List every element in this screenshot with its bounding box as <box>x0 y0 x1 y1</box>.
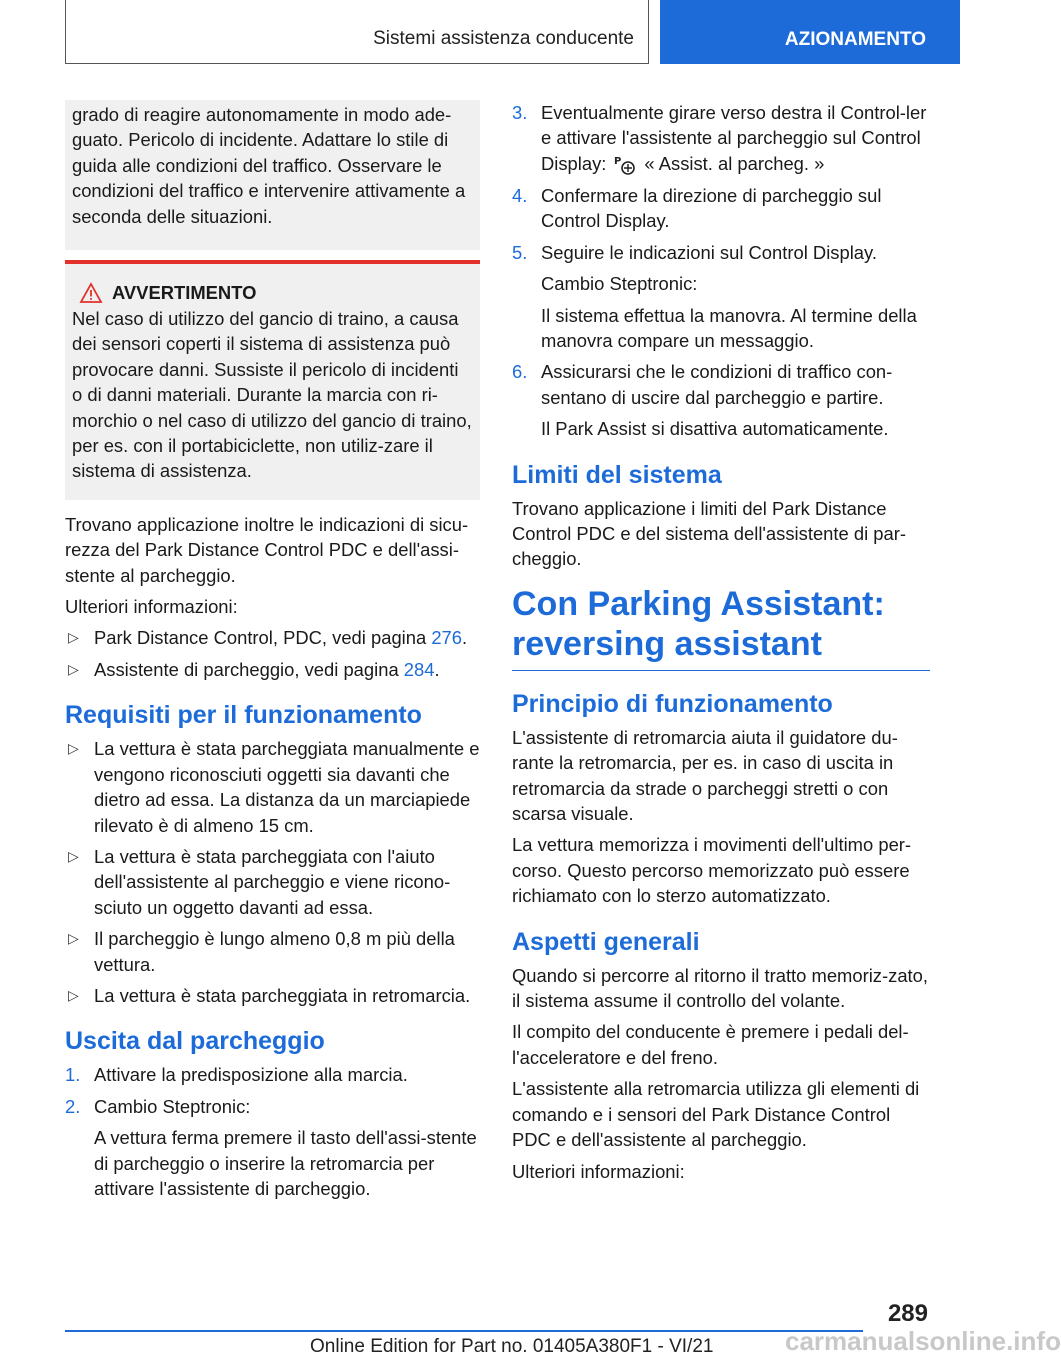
intro-box <box>65 100 480 250</box>
list-item <box>65 844 480 920</box>
step-text: Eventualmente girare verso destra il Control-ler e attivare l'assistente al parcheggio sul Control Display: <box>541 102 927 174</box>
step-subtext: Il Park Assist si disattiva automaticamente. <box>541 418 889 440</box>
step-item <box>512 240 930 265</box>
step-text: Cambio Steptronic: <box>94 1095 251 1117</box>
warning-icon <box>80 283 102 303</box>
step-text: Confermare la direzione di parcheggio sul Control Display. <box>541 184 882 232</box>
aspetti-text-4: Ulteriori informazioni: <box>512 1160 685 1182</box>
parking-assist-icon <box>612 153 638 177</box>
footer-edition: Online Edition for Part no. 01405A380F1 - VI/21 <box>310 1336 714 1357</box>
more-info-label: Ulteriori informazioni: <box>65 596 238 618</box>
reference-item <box>65 657 480 682</box>
warning-text: Nel caso di utilizzo del gancio di traino, a causa dei sensori coperti il sistema di assistenza può provocare danni. Sussiste il pericolo di incidenti o di danni materiali. Durante la marcia con ri-morchio o nel caso di utilizzo del gancio di traino, per es. con il portabiciclette, non utiliz-zare il sistema di assistenza. <box>72 308 472 482</box>
page-link[interactable]: 276 <box>431 627 463 649</box>
footer-divider <box>65 1330 863 1332</box>
step-number: 1. <box>65 1064 81 1086</box>
triangle-bullet-icon: ▷ <box>68 740 79 757</box>
list-item <box>65 736 480 838</box>
step-number: 6. <box>512 361 528 383</box>
step-item <box>512 100 930 177</box>
triangle-bullet-icon: ▷ <box>68 930 79 947</box>
heading-limiti: Limiti del sistema <box>512 460 722 489</box>
list-item-text: Il parcheggio è lungo almeno 0,8 m più della vettura. <box>94 928 455 975</box>
step-number: 4. <box>512 184 528 206</box>
reference-text: Park Distance Control, PDC, vedi pagina <box>94 627 432 649</box>
step-number: 3. <box>512 102 528 123</box>
step-text: Seguire le indicazioni sul Control Display. <box>541 241 877 263</box>
triangle-bullet-icon: ▷ <box>68 847 79 864</box>
list-item-text: La vettura è stata parcheggiata in retromarcia. <box>94 984 471 1006</box>
triangle-bullet-icon: ▷ <box>68 986 79 1003</box>
list-item-text: La vettura è stata parcheggiata con l'aiuto dell'assistente al parcheggio e viene ricono-sciuto un oggetto davanti ad essa. <box>94 845 451 918</box>
safety-paragraph: Trovano applicazione inoltre le indicazioni di sicu-rezza del Park Distance Control PDC e dell'assi-stente al parcheggio. <box>65 513 469 586</box>
page-link[interactable]: 284 <box>403 658 435 680</box>
step-text: Attivare la predisposizione alla marcia. <box>94 1064 408 1086</box>
principio-text-2: La vettura memorizza i movimenti dell'ultimo per-corso. Questo percorso memorizzato può essere richiamato con lo sterzo automatizzato. <box>512 834 912 907</box>
list-item <box>65 926 480 977</box>
aspetti-text-1: Quando si percorre al ritorno il tratto memoriz-zato, il sistema assume il controllo del volante. <box>512 964 928 1012</box>
aspetti-text-2: Il compito del conducente è premere i pedali del-l'acceleratore e del freno. <box>512 1021 909 1068</box>
reference-text: Assistente di parcheggio, vedi pagina <box>94 658 404 680</box>
watermark: carmanualsonline.info <box>785 1326 1061 1356</box>
header-chapter <box>660 0 960 64</box>
right-column <box>512 100 930 1190</box>
list-item-text: La vettura è stata parcheggiata manualmente e vengono riconosciuti oggetti sia davanti che dietro ad essa. La distanza da un marciapiede rilevato è di almeno 15 cm. <box>94 738 480 836</box>
list-item <box>65 983 480 1008</box>
triangle-bullet-icon: ▷ <box>68 629 79 646</box>
header-section-title: Sistemi assistenza conducente <box>373 28 634 49</box>
warning-box <box>65 260 480 500</box>
limiti-text: Trovano applicazione i limiti del Park Distance Control PDC e del sistema dell'assistente di par-cheggio. <box>512 497 906 570</box>
heading-requisiti: Requisiti per il funzionamento <box>65 701 422 730</box>
step-item <box>512 183 930 234</box>
chapter-heading: Con Parking Assistant: reversing assistant <box>512 584 930 671</box>
svg-text:P: P <box>614 155 622 167</box>
warning-header <box>80 282 472 304</box>
heading-aspetti: Aspetti generali <box>512 927 700 956</box>
warning-title: AVVERTIMENTO <box>112 282 257 303</box>
step-subtext: A vettura ferma premere il tasto dell'assi-stente di parcheggio o inserire la retromarcia per attivare l'assistente di parcheggio. <box>94 1127 477 1199</box>
step-text: Assicurarsi che le condizioni di traffico con-sentano di uscire dal parcheggio e partire. <box>541 361 893 408</box>
step-subtext: Cambio Steptronic: <box>541 273 698 295</box>
header-chapter-title: AZIONAMENTO <box>784 29 926 50</box>
step-number: 2. <box>65 1095 81 1117</box>
step-item <box>65 1094 480 1119</box>
intro-text: grado di reagire autonomamente in modo ade-guato. Pericolo di incidente. Adattare lo stile di guida alle condizioni del traffico. Osservare le condizioni del traffico e intervenire attivamente a seconda delle situazioni. <box>72 104 466 227</box>
reference-item <box>65 625 480 650</box>
triangle-bullet-icon: ▷ <box>68 660 79 677</box>
heading-uscita: Uscita dal parcheggio <box>65 1027 325 1056</box>
principio-text-1: L'assistente di retromarcia aiuta il guidatore du-rante la retromarcia, per es. in caso di uscita in retromarcia da strade o parcheggi stretti o con scarsa visuale. <box>512 726 898 825</box>
aspetti-text-3: L'assistente alla retromarcia utilizza gli elementi di comando e i sensori del Park Distance Control PDC e dell'assistente al parcheggio. <box>512 1078 920 1151</box>
step-subtext: Il sistema effettua la manovra. Al termine della manovra compare un messaggio. <box>541 304 917 351</box>
step-number: 5. <box>512 241 528 263</box>
step-menu-label: « Assist. al parcheg. » <box>644 152 825 174</box>
step-item <box>512 359 930 410</box>
left-column <box>65 100 480 1207</box>
step-item <box>65 1062 480 1087</box>
reference-end: . <box>462 627 468 649</box>
reference-end: . <box>434 658 440 680</box>
heading-principio: Principio di funzionamento <box>512 689 833 718</box>
header-section <box>65 0 649 64</box>
page-number: 289 <box>887 1300 928 1327</box>
